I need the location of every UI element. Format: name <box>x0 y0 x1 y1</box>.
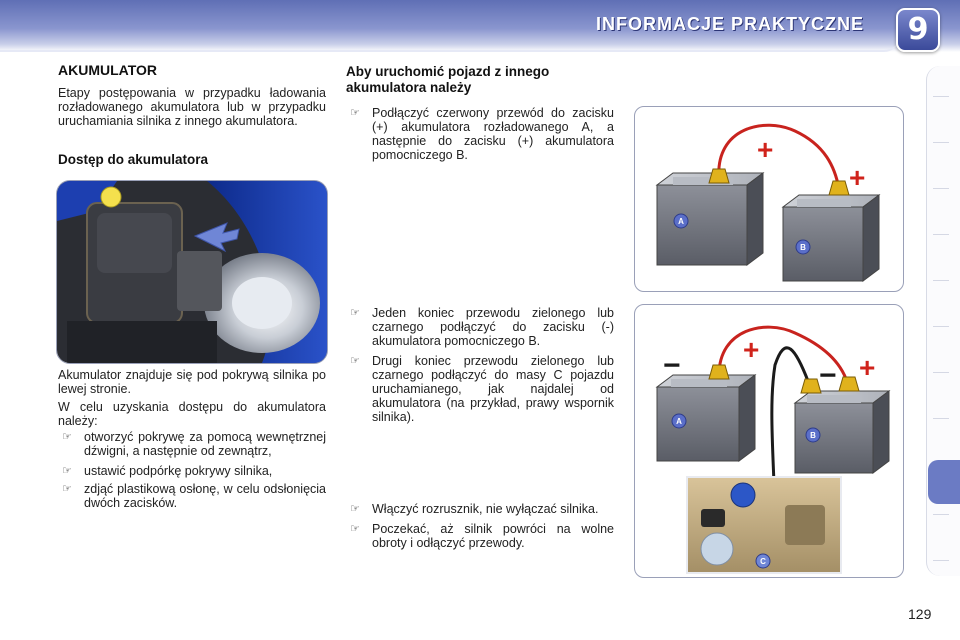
list-item <box>346 106 614 162</box>
tab-divider <box>933 96 949 97</box>
plus-sign-b: + <box>849 162 866 193</box>
list-item <box>58 464 326 478</box>
active-chapter-tab[interactable] <box>928 460 960 504</box>
access-steps-list <box>58 430 326 516</box>
tab-divider <box>933 418 949 419</box>
pointing-hand-icon: ☞ <box>350 502 360 515</box>
engine-bay-illustration <box>57 181 327 363</box>
step-text: Jeden koniec przewodu zielonego lub czarnego podłączyć do zacisku (-) akumulatora pomocniczego B. <box>372 306 614 348</box>
jump-step2-list <box>346 306 614 430</box>
plus-sign-a: + <box>743 334 760 365</box>
red-cable-diagram <box>634 106 904 292</box>
pointing-hand-icon: ☞ <box>350 106 360 119</box>
tab-divider <box>933 280 949 281</box>
battery-heading: AKUMULATOR <box>58 62 158 78</box>
list-item <box>346 354 614 424</box>
pointing-hand-icon: ☞ <box>62 464 72 477</box>
minus-sign-a: − <box>663 349 681 382</box>
battery-intro: Etapy postępowania w przypadku ładowania rozładowanego akumulatora lub w przypadku uruchamiania silnika z innego akumulatora. <box>58 86 326 128</box>
tab-divider <box>933 142 949 143</box>
tab-divider <box>933 188 949 189</box>
battery-b-label: B <box>810 431 816 440</box>
tab-divider <box>933 234 949 235</box>
battery-location-text: Akumulator znajduje się pod pokrywą silnika po lewej stronie. <box>58 368 326 396</box>
step-text: Podłączyć czerwony przewód do zacisku (+) akumulatora rozładowanego A, a następnie do zacisku (+) akumulatora pomocniczego B. <box>372 106 614 162</box>
pointing-hand-icon: ☞ <box>350 522 360 535</box>
header-swoosh <box>0 36 900 52</box>
step-text: Poczekać, aż silnik powróci na wolne obroty i odłączyć przewody. <box>372 522 614 550</box>
list-item <box>58 430 326 458</box>
battery-a-label: A <box>676 417 682 426</box>
tab-divider <box>933 372 949 373</box>
ground-c-label: C <box>760 557 766 566</box>
access-intro-text: W celu uzyskania dostępu do akumulatora należy: <box>58 400 326 428</box>
battery-b-label: B <box>800 243 806 252</box>
tab-divider <box>933 326 949 327</box>
step-text: Włączyć rozrusznik, nie wyłączać silnika. <box>372 502 599 516</box>
step-text: zdjąć plastikową osłonę, w celu odsłonięcia dwóch zacisków. <box>84 482 326 510</box>
pointing-hand-icon: ☞ <box>62 482 72 495</box>
black-cable-illustration <box>635 305 903 577</box>
step-text: ustawić podpórkę pokrywy silnika, <box>84 464 273 478</box>
plus-sign-b: + <box>859 352 876 383</box>
step-text: otworzyć pokrywę za pomocą wewnętrznej dźwigni, a następnie od zewnątrz, <box>84 430 326 458</box>
step-text: Drugi koniec przewodu zielonego lub czarnego podłączyć do masy C pojazdu uruchamianego, jak najdalej od akumulatora (na przykład, prawy wspornik silnika). <box>372 354 614 424</box>
pointing-hand-icon: ☞ <box>350 354 360 367</box>
jump-start-heading: Aby uruchomić pojazd z innego akumulatora należy <box>346 64 550 95</box>
battery-a-label: A <box>678 217 684 226</box>
list-item <box>346 306 614 348</box>
chapter-number-badge[interactable]: 9 <box>896 8 940 52</box>
jump-step3-list <box>346 502 614 556</box>
pointing-hand-icon: ☞ <box>350 306 360 319</box>
page-number: 129 <box>908 606 932 622</box>
pointing-hand-icon: ☞ <box>62 430 72 443</box>
black-cable-diagram <box>634 304 904 578</box>
access-heading: Dostęp do akumulatora <box>58 152 209 167</box>
engine-bay-photo <box>56 180 328 364</box>
list-item <box>346 522 614 550</box>
red-cable-illustration <box>635 107 903 291</box>
minus-sign-b: − <box>819 359 837 392</box>
list-item <box>346 502 614 516</box>
list-item <box>58 482 326 510</box>
plus-sign-a: + <box>757 134 774 165</box>
jump-step1-list <box>346 106 614 168</box>
tab-divider <box>933 514 949 515</box>
tab-divider <box>933 560 949 561</box>
section-title: INFORMACJE PRAKTYCZNE <box>595 14 864 34</box>
